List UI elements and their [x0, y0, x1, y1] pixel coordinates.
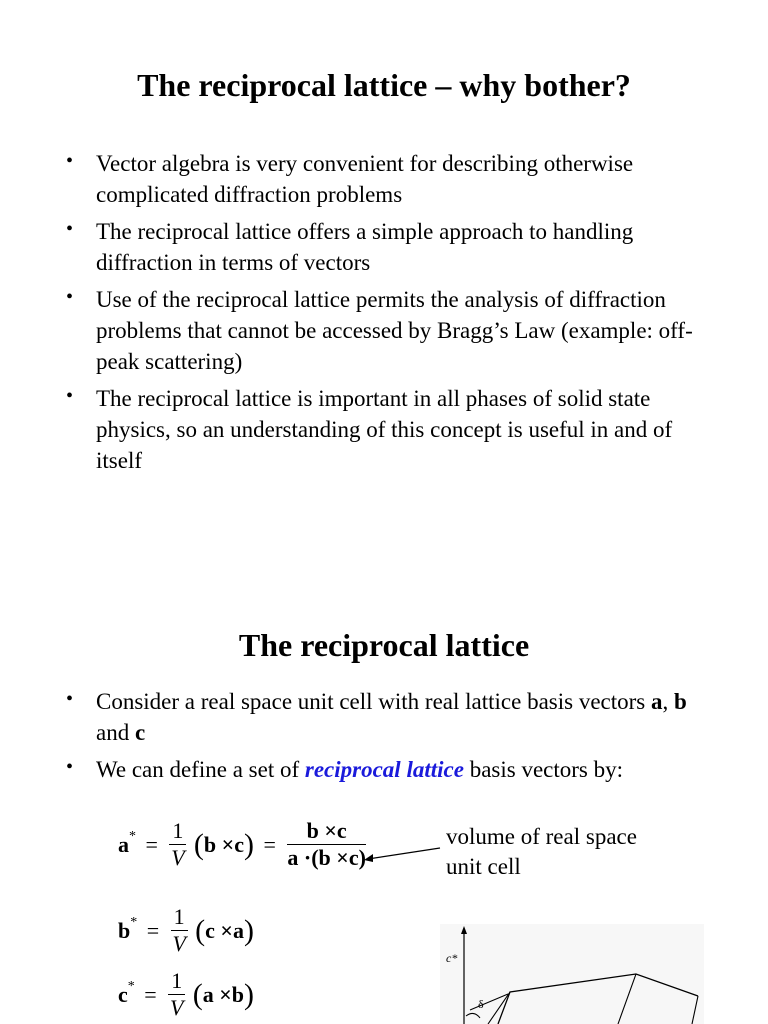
fraction-one-over-v	[171, 904, 188, 957]
formula-a-star: a* = $\frac{1}{V}$ (b ×c) = $\frac{b \times c}{a \cdot(b \times c)}$	[118, 818, 366, 870]
fraction-one-over-v	[168, 968, 185, 1021]
fraction-numerator: 1	[171, 904, 188, 931]
separator-text: and	[96, 720, 135, 745]
formula-lhs: b	[118, 917, 131, 943]
fraction-denominator: V	[171, 845, 185, 870]
bullet-icon: •	[66, 688, 74, 710]
bullet-text: The reciprocal lattice is important in all phases of solid state physics, so an understanding of this concept is useful in and of itself	[96, 386, 673, 473]
star-superscript: *	[129, 828, 136, 844]
star-superscript: *	[127, 978, 135, 994]
c-star-label: c*	[446, 951, 458, 965]
delta-label: δ	[478, 997, 484, 1011]
fraction-numerator: 1	[168, 968, 185, 995]
vector-a: a	[651, 689, 663, 714]
pointer-arrow-icon	[360, 840, 442, 864]
bullet-icon: •	[66, 286, 74, 308]
fraction-numerator: 1	[169, 818, 186, 845]
bullet-icon: •	[66, 385, 74, 407]
separator-text: ,	[662, 689, 674, 714]
list-item	[62, 216, 712, 278]
vector-b: b	[674, 689, 687, 714]
list-item	[62, 148, 712, 210]
bullet-text: The reciprocal lattice offers a simple approach to handling diffraction in terms of vectors	[96, 219, 634, 275]
cross-product: b ×c	[203, 831, 244, 857]
bullet-text: Consider a real space unit cell with real lattice basis vectors	[96, 689, 651, 714]
volume-annotation: volume of real space unit cell	[446, 824, 637, 879]
bullet-list-why-bother	[62, 148, 712, 482]
bullet-text: Vector algebra is very convenient for describing otherwise complicated diffraction problems	[96, 151, 634, 207]
bullet-text: Use of the reciprocal lattice permits the analysis of diffraction problems that cannot be accessed by Bragg’s Law (example: off-peak scattering)	[96, 287, 693, 374]
highlight-term: reciprocal lattice	[304, 757, 464, 782]
formula-lhs: c	[118, 981, 128, 1007]
list-item	[62, 754, 712, 785]
cross-product: c ×a	[205, 917, 244, 943]
formula-c-star: c* = $\frac{1}{V}$ (a ×b)	[118, 968, 254, 1020]
slide-title-why-bother: The reciprocal lattice – why bother?	[137, 67, 631, 103]
bullet-text-tail: basis vectors by:	[463, 757, 623, 782]
fraction-denominator: V	[172, 931, 186, 956]
bullet-icon: •	[66, 150, 74, 172]
unit-cell-diagram	[440, 924, 704, 1024]
list-item	[62, 383, 712, 476]
slide-title-reciprocal-lattice: The reciprocal lattice	[238, 627, 530, 663]
fraction-denominator: a ·(b ×c)	[287, 845, 366, 870]
cross-product: a ×b	[202, 981, 244, 1007]
formula-b-star: b* = $\frac{1}{V}$ (c ×a)	[118, 904, 254, 956]
vector-c: c	[134, 720, 146, 745]
bullet-text: We can define a set of	[96, 757, 305, 782]
fraction-one-over-v	[169, 818, 186, 871]
fraction-numerator: b ×c	[287, 818, 366, 845]
fraction-denominator: V	[169, 995, 184, 1020]
formula-lhs: a	[118, 831, 129, 857]
bullet-icon: •	[66, 756, 74, 778]
bullet-list-reciprocal-lattice	[62, 686, 712, 791]
list-item	[62, 686, 712, 748]
bullet-icon: •	[66, 218, 74, 240]
star-superscript: *	[130, 914, 138, 930]
fraction-volume	[287, 818, 366, 871]
list-item	[62, 284, 712, 377]
